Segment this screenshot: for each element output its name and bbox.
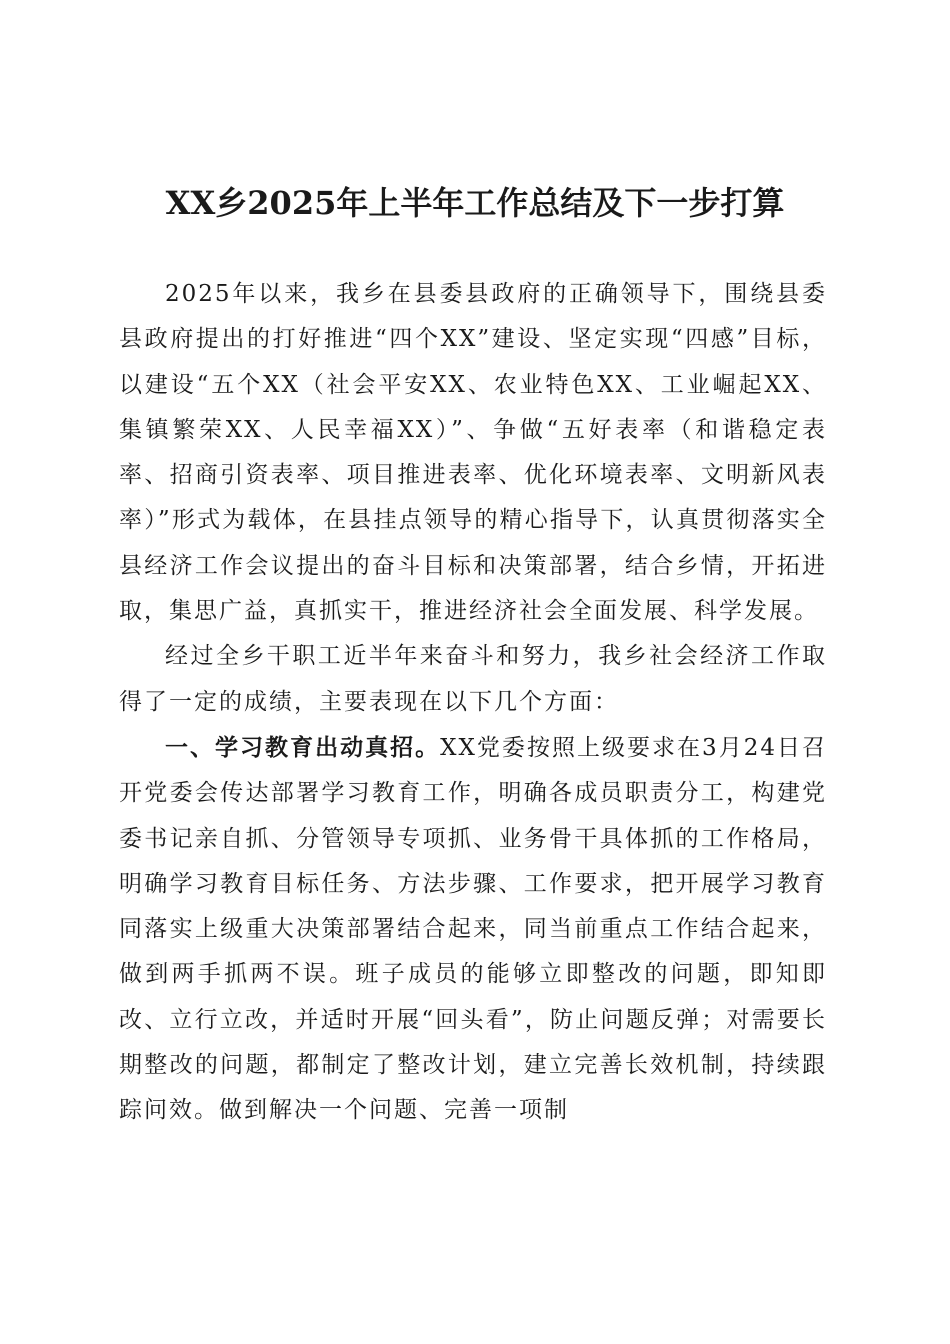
paragraph-achievements bbox=[119, 634, 827, 725]
paragraph-section-one bbox=[119, 725, 827, 1134]
paragraph-text: 经过全乡干职工近半年来奋斗和努力，我乡社会经济工作取得了一定的成绩，主要表现在以下几个方面： bbox=[119, 643, 827, 715]
document-title: XX乡2025年上半年工作总结及下一步打算 bbox=[165, 184, 785, 222]
paragraph-intro bbox=[119, 272, 827, 634]
document-body bbox=[119, 272, 827, 1134]
paragraph-text: 2025年以来，我乡在县委县政府的正确领导下，围绕县委县政府提出的打好推进“四个XX”建设、坚定实现“四感”目标，以建设“五个XX（社会平安XX、农业特色XX、工业崛起XX、集镇繁荣XX、人民幸福XX）”、争做“五好表率（和谐稳定表率、招商引资表率、项目推进表率、优化环境表率、文明新风表率）”形式为载体，在县挂点领导的精心指导下，认真贯彻落实全县经济工作会议提出的奋斗目标和决策部署，结合乡情，开拓进取，集思广益，真抓实干，推进经济社会全面发展、科学发展。 bbox=[119, 281, 827, 625]
paragraph-text: XX党委按照上级要求在3月24日召开党委会传达部署学习教育工作，明确各成员职责分工，构建党委书记亲自抓、分管领导专项抓、业务骨干具体抓的工作格局，明确学习教育目标任务、方法步骤、工作要求，把开展学习教育同落实上级重大决策部署结合起来，同当前重点工作结合起来，做到两手抓两不误。班子成员的能够立即整改的问题，即知即改、立行立改，并适时开展“回头看”，防止问题反弹；对需要长期整改的问题，都制定了整改计划，建立完善长效机制，持续跟踪问效。做到解决一个问题、完善一项制 bbox=[119, 734, 827, 1124]
section-heading: 一、学习教育出动真招。 bbox=[165, 733, 441, 761]
